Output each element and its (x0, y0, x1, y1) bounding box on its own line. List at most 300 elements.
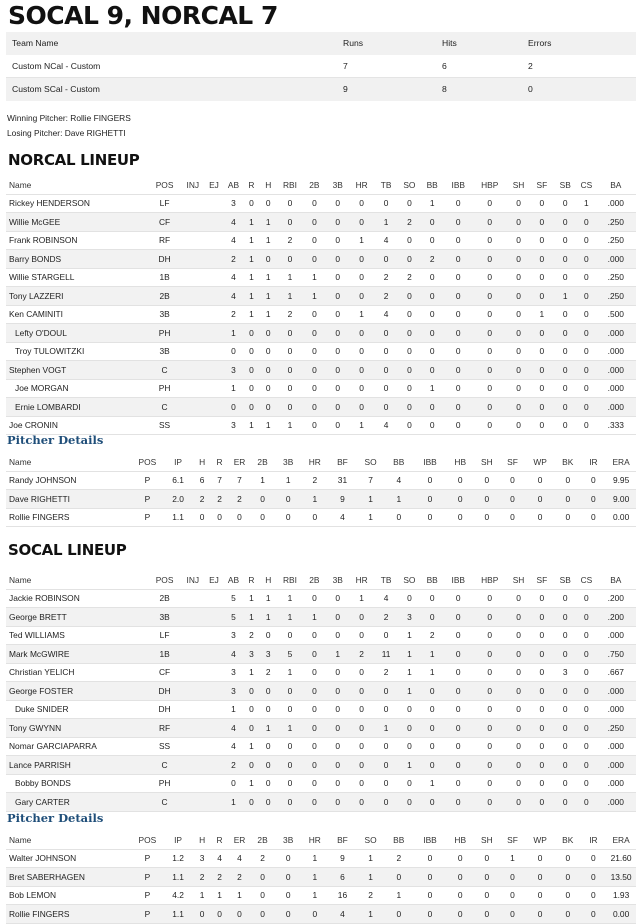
stat-cell: .000 (596, 793, 636, 812)
stat-cell: P (132, 508, 163, 527)
stat-cell (181, 361, 205, 380)
stat-cell: 1 (244, 608, 259, 627)
stat-cell: 0 (530, 398, 553, 417)
stat-cell: 0 (507, 305, 531, 324)
column-header: IBB (414, 831, 447, 849)
player-name: Dave RIGHETTI (6, 490, 132, 509)
stat-cell: 0 (251, 886, 275, 905)
player-name: Rickey HENDERSON (6, 194, 148, 213)
stat-cell: P (132, 849, 163, 868)
stat-cell: 4 (223, 213, 244, 232)
stat-cell: 2 (228, 868, 251, 887)
stat-cell: 1 (277, 608, 302, 627)
header-row (6, 831, 636, 849)
stat-cell: 0 (444, 700, 473, 719)
stat-cell: P (132, 905, 163, 924)
stat-cell: 0 (421, 268, 444, 287)
stat-cell (205, 305, 223, 324)
stat-cell: 0 (577, 645, 595, 664)
stat-cell: 2.0 (163, 490, 194, 509)
column-header: RBI (277, 571, 302, 589)
stat-cell: 0 (302, 342, 326, 361)
player-row (6, 305, 636, 324)
stat-cell: 0 (577, 756, 595, 775)
stat-cell: 0 (223, 774, 244, 793)
stat-cell (181, 663, 205, 682)
stat-cell: 0 (398, 737, 421, 756)
stat-cell: 0 (374, 700, 398, 719)
stat-cell: 0 (374, 324, 398, 343)
stat-cell: 0 (581, 849, 607, 868)
score-cell: 8 (436, 78, 522, 101)
stat-cell: 2 (223, 756, 244, 775)
stat-cell: 0 (444, 416, 473, 435)
score-cell: 0 (522, 78, 636, 101)
stat-cell: 0 (446, 508, 474, 527)
player-name: Mark McGWIRE (6, 645, 148, 664)
stat-cell: 0 (530, 682, 553, 701)
column-header: IR (581, 831, 607, 849)
stat-cell: 0.00 (606, 905, 636, 924)
stat-cell: 0 (302, 774, 326, 793)
stat-cell: 0 (577, 589, 595, 608)
player-row (6, 700, 636, 719)
header-row (6, 453, 636, 471)
stat-cell: C (148, 361, 181, 380)
stat-cell: 0 (444, 379, 473, 398)
stat-cell: 0 (414, 849, 447, 868)
stat-cell (181, 287, 205, 306)
stat-cell: 0 (553, 379, 577, 398)
stat-cell: 0 (244, 793, 259, 812)
stat-cell: 0 (398, 416, 421, 435)
stat-cell (181, 268, 205, 287)
column-header: INJ (181, 176, 205, 194)
column-header: H (259, 571, 277, 589)
score-cell: 7 (337, 55, 436, 78)
stat-cell: 2B (148, 589, 181, 608)
stat-cell: 0 (530, 324, 553, 343)
stat-cell: 0 (530, 231, 553, 250)
stat-cell: 0 (553, 305, 577, 324)
stat-cell: 0 (474, 905, 500, 924)
stat-cell: 1 (357, 490, 384, 509)
column-header: HBP (473, 571, 507, 589)
stat-cell: .000 (596, 682, 636, 701)
stat-cell: .200 (596, 589, 636, 608)
stat-cell: .667 (596, 663, 636, 682)
stat-cell: 0 (473, 645, 507, 664)
stat-cell: 0 (274, 490, 302, 509)
stat-cell: 0 (473, 416, 507, 435)
stat-cell: 1 (244, 589, 259, 608)
stat-cell: DH (148, 250, 181, 269)
stat-cell: 2 (193, 490, 210, 509)
player-name: George BRETT (6, 608, 148, 627)
stat-cell (181, 379, 205, 398)
stat-cell: 0 (326, 719, 349, 738)
losing-pitcher: Losing Pitcher: Dave RIGHETTI (7, 128, 126, 138)
stat-cell: 0 (244, 379, 259, 398)
stat-cell: 1 (500, 849, 526, 868)
stat-cell: 0 (577, 268, 595, 287)
stat-cell (205, 416, 223, 435)
stat-cell: 1 (244, 737, 259, 756)
stat-cell: 0 (446, 886, 474, 905)
player-row (6, 793, 636, 812)
stat-cell: .000 (596, 756, 636, 775)
stat-cell: 4 (223, 719, 244, 738)
stat-cell: 1 (244, 305, 259, 324)
stat-cell: RF (148, 719, 181, 738)
stat-cell: C (148, 756, 181, 775)
stat-cell: 0 (349, 793, 374, 812)
stat-cell: 4 (374, 231, 398, 250)
stat-cell (205, 287, 223, 306)
stat-cell: 1 (302, 490, 328, 509)
stat-cell: 0 (274, 508, 302, 527)
stat-cell: 0 (473, 342, 507, 361)
player-name: Ken CAMINITI (6, 305, 148, 324)
stat-cell: 0 (326, 700, 349, 719)
stat-cell: 0 (553, 213, 577, 232)
stat-cell: 0 (507, 737, 531, 756)
stat-cell (205, 756, 223, 775)
stat-cell: 0 (244, 324, 259, 343)
player-name: Bret SABERHAGEN (6, 868, 132, 887)
stat-cell: 0 (398, 379, 421, 398)
stat-cell: RF (148, 231, 181, 250)
stat-cell: 0 (302, 645, 326, 664)
stat-cell: 16 (328, 886, 358, 905)
stat-cell: 2 (244, 626, 259, 645)
stat-cell (181, 194, 205, 213)
player-row (6, 868, 636, 887)
stat-cell: 0 (244, 194, 259, 213)
column-header: TB (374, 571, 398, 589)
column-header: POS (148, 176, 181, 194)
stat-cell: 0 (444, 324, 473, 343)
stat-cell: 0 (421, 737, 444, 756)
stat-cell: 0 (302, 250, 326, 269)
stat-cell: 0 (193, 508, 210, 527)
stat-cell: 0 (302, 361, 326, 380)
stat-cell: 0 (374, 361, 398, 380)
column-header: SO (398, 571, 421, 589)
stat-cell: 0 (581, 490, 607, 509)
player-name: Tony GWYNN (6, 719, 148, 738)
stat-cell: 7 (228, 471, 251, 490)
stat-cell: 21.60 (606, 849, 636, 868)
stat-cell: 1 (421, 663, 444, 682)
stat-cell: 0 (326, 793, 349, 812)
stat-cell (205, 361, 223, 380)
stat-cell: 1 (223, 700, 244, 719)
stat-cell: 3 (223, 626, 244, 645)
stat-cell: 1 (244, 213, 259, 232)
stat-cell: 0 (349, 379, 374, 398)
player-name: Tony LAZZERI (6, 287, 148, 306)
stat-cell: 0 (421, 682, 444, 701)
stat-cell: 0 (326, 231, 349, 250)
stat-cell: 0 (525, 905, 555, 924)
stat-cell: 0 (553, 342, 577, 361)
stat-cell: 0 (326, 737, 349, 756)
player-name: Stephen VOGT (6, 361, 148, 380)
stat-cell: 1 (349, 589, 374, 608)
stat-cell: 0 (302, 905, 328, 924)
stat-cell: C (148, 793, 181, 812)
column-header: 3B (326, 571, 349, 589)
stat-cell: 0 (577, 682, 595, 701)
stat-cell: 0 (507, 250, 531, 269)
stat-cell: 0 (553, 416, 577, 435)
stat-cell: 1 (577, 194, 595, 213)
stat-cell: 0 (414, 490, 447, 509)
stat-cell: 4 (328, 905, 358, 924)
score-header-cell: Runs (337, 32, 436, 55)
stat-cell: 0 (555, 490, 581, 509)
stat-cell: 0 (277, 213, 302, 232)
stat-cell: 0 (530, 626, 553, 645)
player-row (6, 645, 636, 664)
stat-cell: 1 (374, 719, 398, 738)
column-header: SF (530, 571, 553, 589)
stat-cell: 0 (277, 398, 302, 417)
stat-cell (181, 700, 205, 719)
stat-cell: 0 (577, 213, 595, 232)
stat-cell: 0 (302, 589, 326, 608)
stat-cell: 0 (414, 868, 447, 887)
socal-pitching-table (6, 831, 636, 924)
player-name: Rollie FINGERS (6, 508, 132, 527)
stat-cell: .000 (596, 250, 636, 269)
stat-cell: 0 (349, 324, 374, 343)
column-header: ER (228, 453, 251, 471)
column-header: EJ (205, 176, 223, 194)
stat-cell: 0 (349, 361, 374, 380)
stat-cell: 2 (349, 645, 374, 664)
stat-cell: 0 (507, 608, 531, 627)
stat-cell: 0 (374, 194, 398, 213)
score-row (6, 78, 636, 101)
stat-cell (205, 250, 223, 269)
winning-pitcher: Winning Pitcher: Rollie FINGERS (7, 113, 131, 123)
stat-cell: 0 (326, 626, 349, 645)
stat-cell: 1 (349, 416, 374, 435)
stat-cell: 1 (223, 379, 244, 398)
stat-cell: 0 (274, 849, 302, 868)
player-name: Ted WILLIAMS (6, 626, 148, 645)
stat-cell: 7 (357, 471, 384, 490)
stat-cell: 0 (374, 379, 398, 398)
column-header: BB (384, 831, 414, 849)
stat-cell: 1 (374, 213, 398, 232)
stat-cell: 1 (326, 645, 349, 664)
column-header: TB (374, 176, 398, 194)
stat-cell: 0 (349, 213, 374, 232)
stat-cell: 0 (444, 213, 473, 232)
stat-cell: 0 (555, 905, 581, 924)
stat-cell: 0 (277, 324, 302, 343)
player-name: Walter JOHNSON (6, 849, 132, 868)
stat-cell: 0 (500, 905, 526, 924)
stat-cell: .333 (596, 416, 636, 435)
stat-cell: 0 (398, 324, 421, 343)
stat-cell: 0 (302, 324, 326, 343)
stat-cell: 0 (473, 268, 507, 287)
stat-cell (205, 793, 223, 812)
player-name: Ernie LOMBARDI (6, 398, 148, 417)
stat-cell: 3 (244, 645, 259, 664)
stat-cell: 0 (577, 626, 595, 645)
stat-cell: 0 (193, 905, 210, 924)
stat-cell: 1 (259, 305, 277, 324)
stat-cell: 1 (349, 305, 374, 324)
stat-cell: 0 (326, 305, 349, 324)
stat-cell: 0 (398, 194, 421, 213)
stat-cell: 0 (530, 361, 553, 380)
stat-cell: 0 (507, 793, 531, 812)
stat-cell: 1 (553, 287, 577, 306)
stat-cell: 1.93 (606, 886, 636, 905)
stat-cell: 1 (421, 379, 444, 398)
stat-cell: 1 (398, 626, 421, 645)
stat-cell: 0 (507, 756, 531, 775)
stat-cell: 1 (244, 663, 259, 682)
stat-cell: 1.1 (163, 905, 194, 924)
stat-cell: 0 (374, 398, 398, 417)
stat-cell: 0 (398, 305, 421, 324)
stat-cell: 0 (530, 379, 553, 398)
stat-cell: 31 (328, 471, 358, 490)
stat-cell: 0 (277, 379, 302, 398)
player-row (6, 268, 636, 287)
column-header: SF (530, 176, 553, 194)
stat-cell: 0 (473, 287, 507, 306)
stat-cell: 0 (525, 508, 555, 527)
stat-cell: 0 (444, 626, 473, 645)
stat-cell: 0 (474, 508, 500, 527)
stat-cell: 0 (530, 342, 553, 361)
score-cell: 6 (436, 55, 522, 78)
column-header: R (244, 571, 259, 589)
stat-cell: P (132, 490, 163, 509)
stat-cell: 5 (277, 645, 302, 664)
stat-cell: 1 (244, 268, 259, 287)
stat-cell: 1 (398, 663, 421, 682)
column-header: POS (148, 571, 181, 589)
stat-cell: 0 (525, 868, 555, 887)
stat-cell (205, 719, 223, 738)
stat-cell: 0 (302, 756, 326, 775)
stat-cell: 0 (530, 608, 553, 627)
stat-cell: 0 (555, 471, 581, 490)
game-title: SOCAL 9, NORCAL 7 (8, 1, 278, 30)
stat-cell: 0 (507, 626, 531, 645)
stat-cell: 9.00 (606, 490, 636, 509)
stat-cell: 0 (326, 682, 349, 701)
stat-cell: 1 (302, 886, 328, 905)
stat-cell (205, 194, 223, 213)
stat-cell: 1 (384, 886, 414, 905)
stat-cell: 4 (223, 645, 244, 664)
stat-cell: 0 (277, 250, 302, 269)
stat-cell: 0 (326, 250, 349, 269)
stat-cell: 0 (473, 379, 507, 398)
stat-cell: 0 (473, 700, 507, 719)
stat-cell: 2 (421, 250, 444, 269)
stat-cell (181, 793, 205, 812)
stat-cell: DH (148, 682, 181, 701)
stat-cell: 0 (374, 682, 398, 701)
column-header: SB (553, 176, 577, 194)
column-header: HR (349, 571, 374, 589)
column-header: BB (421, 176, 444, 194)
stat-cell: 0 (398, 700, 421, 719)
player-row (6, 905, 636, 924)
stat-cell: 0 (473, 324, 507, 343)
stat-cell: 0 (444, 793, 473, 812)
stat-cell: 0 (326, 268, 349, 287)
column-header: 2B (302, 176, 326, 194)
stat-cell: 0 (555, 508, 581, 527)
stat-cell: 1 (530, 305, 553, 324)
stat-cell: 0 (500, 868, 526, 887)
stat-cell: 0 (530, 700, 553, 719)
stat-cell: 0 (326, 608, 349, 627)
score-header-row (6, 32, 636, 55)
stat-cell: 0 (577, 342, 595, 361)
stat-cell: 0 (414, 886, 447, 905)
stat-cell: 0 (349, 700, 374, 719)
stat-cell: 0 (507, 398, 531, 417)
column-header: ERA (606, 831, 636, 849)
stat-cell: 0 (302, 737, 326, 756)
stat-cell: 1 (244, 416, 259, 435)
stat-cell: 0 (244, 700, 259, 719)
stat-cell: 0 (326, 663, 349, 682)
stat-cell: 0 (326, 589, 349, 608)
player-name: George FOSTER (6, 682, 148, 701)
player-row (6, 471, 636, 490)
stat-cell: 1 (277, 287, 302, 306)
stat-cell: 0 (473, 305, 507, 324)
column-header: WP (525, 831, 555, 849)
stat-cell: 0 (349, 682, 374, 701)
column-header: BA (596, 571, 636, 589)
stat-cell: 0 (444, 756, 473, 775)
stat-cell: PH (148, 774, 181, 793)
stat-cell: 0 (326, 287, 349, 306)
player-row (6, 361, 636, 380)
score-cell: 2 (522, 55, 636, 78)
stat-cell: 0 (473, 682, 507, 701)
stat-cell: 1B (148, 268, 181, 287)
stat-cell: 0 (277, 700, 302, 719)
stat-cell: 0 (507, 361, 531, 380)
column-header: IBB (444, 176, 473, 194)
stat-cell: 0.00 (606, 508, 636, 527)
stat-cell: 6 (328, 868, 358, 887)
stat-cell: 0 (277, 626, 302, 645)
stat-cell: CF (148, 213, 181, 232)
stat-cell: 2 (223, 305, 244, 324)
stat-cell: 0 (349, 342, 374, 361)
stat-cell: 1 (277, 589, 302, 608)
stat-cell: 0 (581, 508, 607, 527)
norcal-lineup-title: NORCAL LINEUP (8, 151, 140, 169)
